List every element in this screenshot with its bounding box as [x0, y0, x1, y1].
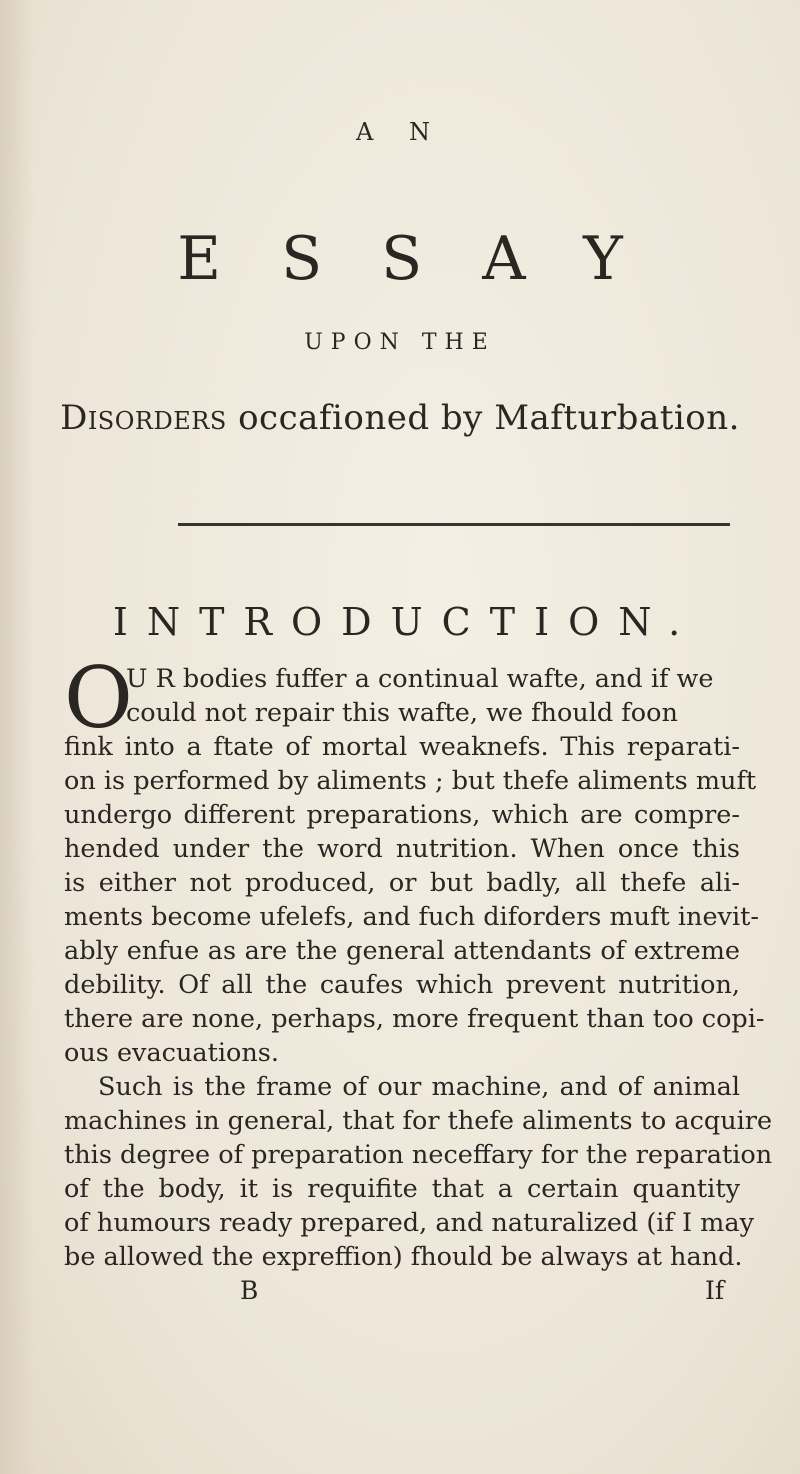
title-upon-the: UPON THE — [304, 330, 496, 355]
horizontal-rule — [178, 523, 730, 526]
title-an: A N — [356, 118, 444, 146]
body-line: there are none, perhaps, more frequent than too copi- — [64, 1004, 765, 1034]
body-line: U R bodies fuffer a continual wafte, and if we — [126, 664, 714, 694]
body-line: ments become ufelefs, and fuch diforders muft inevit- — [64, 902, 759, 932]
body-line: machines in general, that for thefe aliments to acquire — [64, 1106, 773, 1136]
title-essay: ESSAY — [177, 224, 683, 294]
body-line: fink into a ftate of mortal weaknefs. This reparati- — [64, 732, 740, 762]
body-line: hended under the word nutrition. When once this — [64, 834, 740, 864]
body-line: of humours ready prepared, and naturalized (if I may — [64, 1208, 754, 1238]
body-line: be allowed the expreffion) fhould be always at hand. — [64, 1242, 743, 1272]
body-line: ous evacuations. — [64, 1038, 279, 1068]
body-line: debility. Of all the caufes which prevent nutrition, — [64, 970, 740, 1000]
subtitle-rest: occafioned by Mafturbation. — [226, 398, 740, 438]
body-line: this degree of preparation neceffary for the reparation — [64, 1140, 773, 1170]
body-line: of the body, it is requifite that a certain quantity — [64, 1174, 740, 1204]
body-line: on is performed by aliments ; but thefe aliments muft — [64, 766, 757, 796]
body-line: is either not produced, or but badly, all thefe ali- — [64, 868, 740, 898]
title-subtitle — [0, 398, 800, 438]
binding-shadow — [0, 0, 34, 1474]
body-line: ably enfue as are the general attendants of extreme — [64, 936, 740, 966]
drop-cap: O — [64, 649, 133, 747]
signature-mark: B — [240, 1276, 259, 1305]
body-line: undergo different preparations, which are compre- — [64, 800, 740, 830]
body-line: Such is the frame of our machine, and of animal — [98, 1072, 740, 1102]
section-title: INTRODUCTION. — [112, 600, 700, 644]
body-line: could not repair this wafte, we fhould foon — [126, 698, 678, 728]
subtitle-first-word: Disorders — [60, 398, 227, 438]
catchword: If — [705, 1276, 725, 1305]
